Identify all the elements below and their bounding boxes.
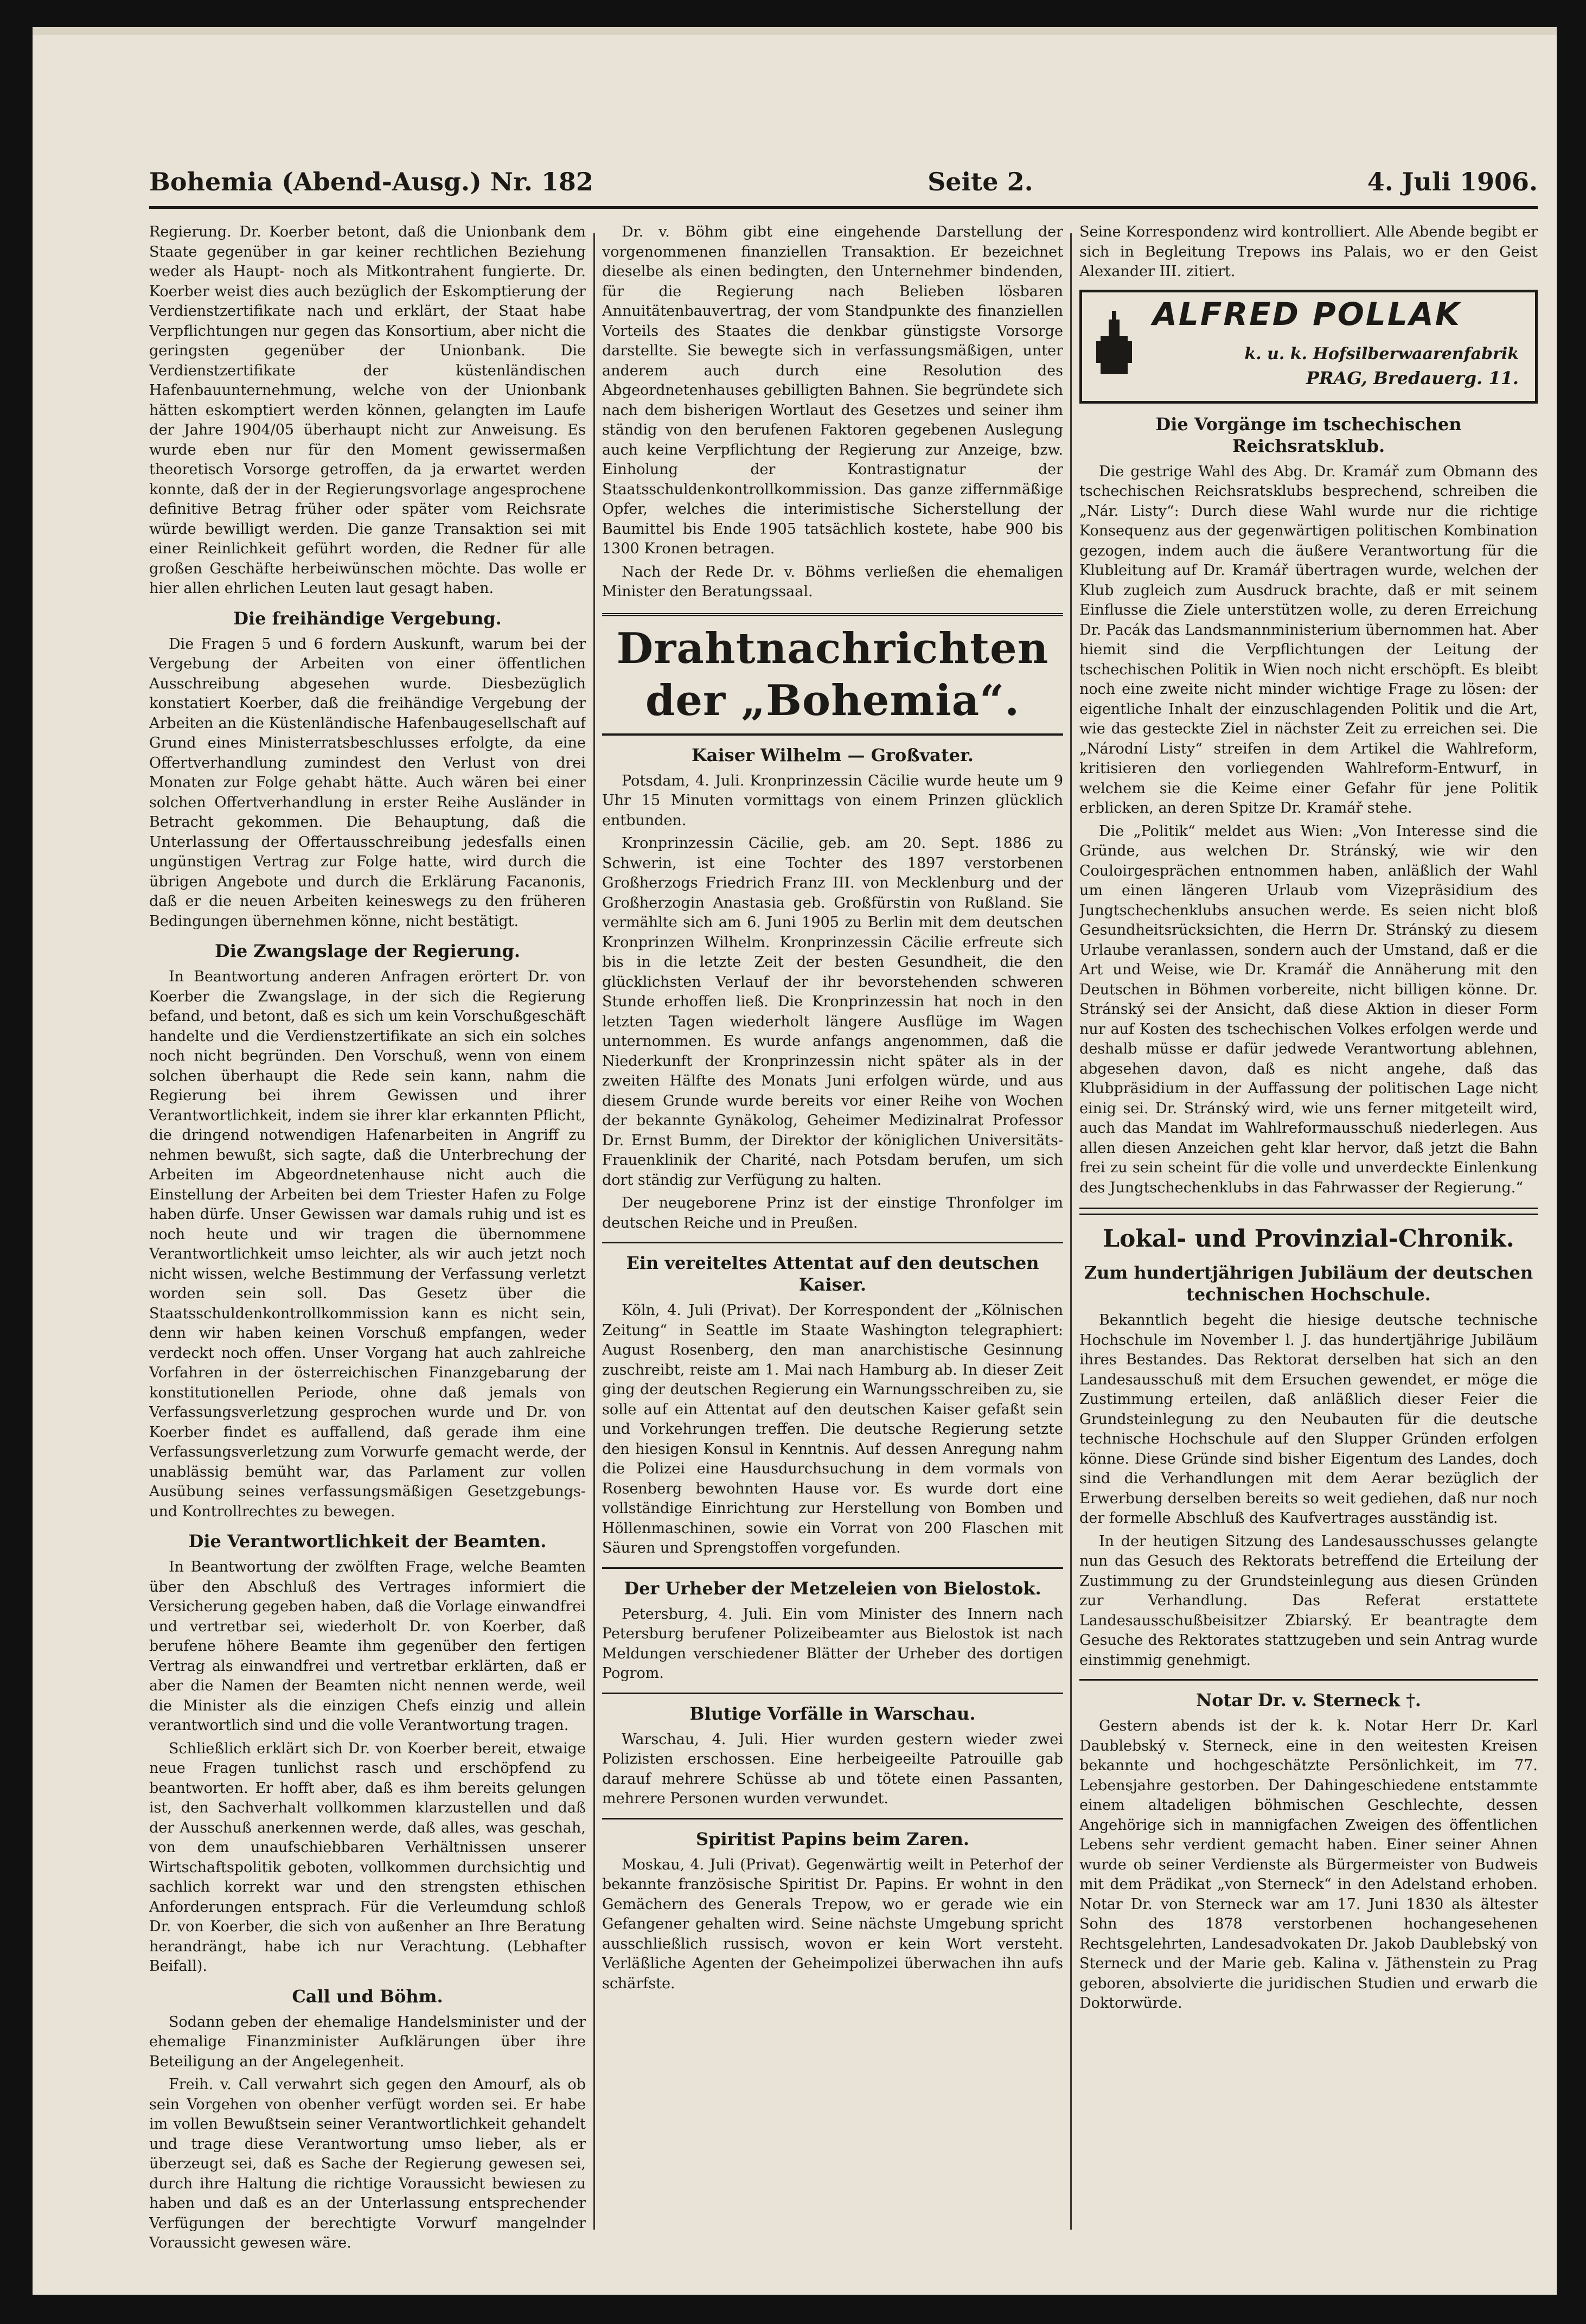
header-publication: Bohemia (Abend-Ausg.) Nr. 182 <box>149 167 593 196</box>
section-heading: Die Vorgänge im tschechischen Reichsratsklub. <box>1155 413 1462 456</box>
telegram-banner: Drahtnachrichten der „Bohemia“. <box>602 613 1063 736</box>
section-rule <box>602 1693 1063 1694</box>
article-paragraph: Schließlich erklärt sich Dr. von Koerber bereit, etwaige neue Fragen tunlichst rasch und erschöpfend zu beantworten. Er hofft aber, daß es ihm bereits gelungen ist, den Sachverhalt vollkommen klarzustellen und daß der Ausschuß anerkennen werde, daß alles, was geschah, von dem unaufschiebbaren Verhältnissen unserer Wirtschaftspolitik geboten, vollkommen durchsichtig und sachlich korrekt war und den strengsten ethischen Anforderungen entsprach. Für die Verleumdung schloß Dr. von Koerber, die sich von außenher an Ihre Beratung herandrängt, habe ich nur Verachtung. (Lebhafter Beifall). <box>149 1740 586 1975</box>
header-page-number: Seite 2. <box>928 167 1033 196</box>
article-paragraph: In Beantwortung der zwölften Frage, welche Beamten über den Abschluß des Vertrages informiert die Versicherung gegeben haben, daß die Vorlage einwandfrei und vertretbar sei, wiederholt Dr. von Koerber, daß berufene höhere Beamte ihm gegenüber den fertigen Vertrag als einwandfrei und vertretbar erklärten, daß er aber die Namen der Beamten nicht nennen werde, weil die Minister als die einzigen Chefs einzig und allein verantwortlich sind und die volle Verantwortung tragen. <box>149 1559 586 1734</box>
header-date: 4. Juli 1906. <box>1367 167 1538 196</box>
section-heading: Zum hundertjährigen Jubiläum der deutschen technischen Hochschule. <box>1084 1262 1533 1305</box>
article-paragraph: Seine Korrespondenz wird kontrolliert. Alle Abende begibt er sich in Begleitung Trepows ins Palais, wo er den Geist Alexander III. zitiert. <box>1079 224 1538 280</box>
article-paragraph: Köln, 4. Juli (Privat). Der Korrespondent der „Kölnischen Zeitung“ in Seattle im Staate Washington telegraphiert: August Rosenberg, den man anarchistische Gesinnung zuschreibt, reiste am 1. Mai nach Hamburg ab. In dieser Zeit ging der deutschen Regierung ein Warnungsschreiben zu, sie solle auf ein Attentat auf den deutschen Kaiser gefaßt sein und Vorkehrungen treffen. Die deutsche Regierung setzte den hiesigen Konsul in Kenntnis. Auf dessen Anregung nahm die Polizei eine Hausdurchsuchung in dem vormals von Rosenberg bewohnten Hause vor. Es wurde dort eine vollständige Einrichtung zur Herstellung von Bomben und Höllenmaschinen, sowie ein Vorrat von 200 Flaschen mit Säuren und Sprengstoffen vorgefunden. <box>602 1302 1063 1556</box>
section-rule <box>1079 1679 1538 1681</box>
section-rule <box>602 1242 1063 1243</box>
header-rule <box>149 206 1538 209</box>
silverware-logo-icon <box>1095 309 1133 379</box>
column-3 <box>1079 222 1538 2262</box>
article-paragraph: Freih. v. Call verwahrt sich gegen den Amourf, als ob sein Vorgehen von obenher verfügt worden sei. Er habe im vollen Bewußtsein seiner Verantwortlichkeit gehandelt und trage diese Verantwortung umso lieber, als er überzeugt sei, daß es Sache der Regierung gewesen sei, durch ihre Haltung die richtige Voraussicht bewiesen zu haben und daß es an der Unterlassung entsprechender Verfügungen der berechtigte Vorwurf mangelnder Voraussicht gewesen wäre. <box>149 2076 586 2251</box>
section-rule <box>602 1567 1063 1569</box>
section-heading: Blutige Vorfälle in Warschau. <box>689 1703 976 1724</box>
advertiser-name: ALFRED POLLAK <box>1153 295 1461 333</box>
chronicle-heading: Lokal- und Provinzial-Chronik. <box>1103 1225 1514 1253</box>
advertiser-address: PRAG, Bredauerg. 11. <box>1306 367 1519 388</box>
advertisement-box <box>1079 290 1538 404</box>
article-paragraph: Die gestrige Wahl des Abg. Dr. Kramář zum Obmann des tschechischen Reichsratsklubs besprechend, schreiben die „Nár. Listy“: Durch diese Wahl wurde nur die richtige Konsequenz aus der gegenwärtigen politischen Kombination gezogen, indem auch die äußere Verantwortung für die Klubleitung auf Dr. Kramář übertragen wurde, welchen der Klub zugleich zum Ausdruck brachte, daß er mit seinem Einflusse die Ziele unterstützen wolle, zu deren Erreichung Dr. Pacák das Landsmannministerium übernommen hat. Aber hiemit sind die Verpflichtungen der Leitung der tschechischen Politik in Wien noch nicht erschöpft. Es bleibt noch eine zweite nicht minder wichtige Frage zu lösen: der eigentliche Inhalt der einzuschlagenden Politik und die Art, wie das gesteckte Ziel in nächster Zeit zu erreichen sei. Die „Národní Listy“ streifen in dem Artikel die Wahlreform, kritisieren den vorliegenden Wahlreform-Entwurf, in welchem sie die Keime einer Gefahr für jene Politik erblicken, an deren Spitze Dr. Kramář stehe. <box>1079 463 1538 816</box>
section-heading: Kaiser Wilhelm — Großvater. <box>691 744 974 765</box>
column-1 <box>149 222 586 2262</box>
section-heading: Notar Dr. v. Sterneck †. <box>1195 1690 1422 1710</box>
section-heading: Der Urheber der Metzeleien von Bielostok. <box>624 1578 1041 1599</box>
article-paragraph: Warschau, 4. Juli. Hier wurden gestern wieder zwei Polizisten erschossen. Eine herbeigeeilte Patrouille gab darauf mehrere Schüsse ab und tötete einen Passanten, mehrere Personen wurden verwundet. <box>602 1731 1063 1807</box>
section-heading: Ein vereiteltes Attentat auf den deutschen Kaiser. <box>626 1253 1039 1295</box>
column-divider <box>593 233 595 2230</box>
article-paragraph: Gestern abends ist der k. k. Notar Herr Dr. Karl Daublebský v. Sterneck, eine in den weitesten Kreisen bekannte und hochgeschätzte Persönlichkeit, im 77. Lebensjahre gestorben. Der Dahingeschiedene entstammte einem altadeligen böhmischen Geschlechte, dessen Angehörige sich in mannigfachen Zweigen des öffentlichen Lebens sehr verdient gemacht haben. Einer seiner Ahnen wurde ob seiner Verdienste als Bürgermeister von Budweis mit dem Prädikat „von Sterneck“ in den Adelstand erhoben. Notar Dr. von Sterneck war am 17. Juni 1830 als ältester Sohn des 1878 verstorbenen hochangesehenen Rechtsgelehrten, Landesadvokaten Dr. Jakob Daublebský von Sterneck und der Marie geb. Kalina v. Jäthenstein zu Prag geboren, absolvierte die juridischen Studien und erwarb die Doktorwürde. <box>1079 1718 1538 2012</box>
article-paragraph: Sodann geben der ehemalige Handelsminister und der ehemalige Finanzminister Aufklärungen über ihre Beteiligung an der Angelegenheit. <box>149 2013 586 2070</box>
column-divider <box>1070 233 1072 2230</box>
section-heading: Spiritist Papins beim Zaren. <box>695 1828 970 1849</box>
article-paragraph: Petersburg, 4. Juli. Ein vom Minister des Innern nach Petersburg berufener Polizeibeamter aus Bielostok ist nach Meldungen verschiedener Blätter der Urheber des dortigen Pogrom. <box>602 1605 1063 1682</box>
page-header <box>149 163 1538 201</box>
article-paragraph: Regierung. Dr. Koerber betont, daß die Unionbank dem Staate gegenüber in gar keiner rechtlichen Beziehung weder als Haupt- noch als Mitkontrahent fungierte. Dr. Koerber weist dies auch bezüglich der Eskomptierung der Verdienstzertifikate nach und erklärt, der Staat habe Verpflichtungen nur gegen das Konsortium, aber nicht die geringsten gegenüber der Unionbank. Die Verdienstzertifikate der küstenländischen Hafenbauunternehmung, welche von der Unionbank hätten eskomptiert werden können, gelangten im Laufe der Jahre 1904/05 überhaupt nicht zur Anweisung. Es wurde eben nur für den Moment gewissermaßen theoretisch Vorsorge getroffen, da ja erwartet werden konnte, daß der in der Regierungsvorlage angesprochene definitive Betrag früher oder später vom Reichsrate würde bewilligt werden. Die ganze Transaktion sei mit einer Reinlichkeit geführt worden, die Redner für alle großen Geschäfte herbeiwünschen möchte. Das wolle er hier allen ehrlichen Leuten laut gesagt haben. <box>149 224 586 597</box>
section-double-rule <box>1079 1208 1538 1215</box>
article-paragraph: Der neugeborene Prinz ist der einstige Thronfolger im deutschen Reiche und in Preußen. <box>602 1195 1063 1231</box>
section-heading: Die Verantwortlichkeit der Beamten. <box>188 1531 547 1552</box>
advertiser-trade: k. u. k. Hofsilberwaarenfabrik <box>1244 344 1519 363</box>
section-heading: Die freihändige Vergebung. <box>233 608 502 629</box>
section-rule <box>602 1818 1063 1819</box>
article-paragraph: Kronprinzessin Cäcilie, geb. am 20. Sept. 1886 zu Schwerin, ist eine Tochter des 1897 verstorbenen Großherzogs Friedrich Franz III. von Mecklenburg und der Großherzogin Anastasia geb. Großfürstin von Rußland. Sie vermählte sich am 6. Juni 1905 zu Berlin mit dem deutschen Kronprinzen Wilhelm. Kronprinzessin Cäcilie erfreute sich bis in die letzte Zeit der besten Gesundheit, die den glücklichsten Verlauf der ihr bevorstehenden schweren Stunde erhoffen ließ. Die Kronprinzessin hat noch in den letzten Tagen wiederholt längere Ausflüge im Wagen unternommen. Es wurde anfangs angenommen, daß die Niederkunft der Kronprinzessin nicht später als in der zweiten Hälfte des Monats Juni erfolgen würde, und aus diesem Grunde wurde bereits vor einer Reihe von Wochen der bekannte Gynäkolog, Geheimer Medizinalrat Professor Dr. Ernst Bumm, der Direktor der königlichen Universitäts-Frauenklinik der Charité, nach Potsdam berufen, um sich dort ständig zur Verfügung zu halten. <box>602 835 1063 1189</box>
section-heading: Die Zwangslage der Regierung. <box>215 941 520 961</box>
column-2 <box>602 222 1063 2262</box>
article-paragraph: Potsdam, 4. Juli. Kronprinzessin Cäcilie wurde heute um 9 Uhr 15 Minuten vormittags von einem Prinzen glücklich entbunden. <box>602 772 1063 829</box>
article-paragraph: Moskau, 4. Juli (Privat). Gegenwärtig weilt in Peterhof der bekannte französische Spiritist Dr. Papins. Er wohnt in den Gemächern des Generals Trepow, wo er gerade wie ein Gefangener gehalten wird. Seine nächste Umgebung spricht ausschließlich russisch, wovon er kein Wort versteht. Verläßliche Agenten der Geheimpolizei überwachen ihn aufs schärfste. <box>602 1856 1063 1992</box>
article-paragraph: Die Fragen 5 und 6 fordern Auskunft, warum bei der Vergebung der Arbeiten von einer öffentlichen Ausschreibung abgesehen wurde. Diesbezüglich konstatiert Koerber, daß die freihändige Vergebung der Arbeiten an die Küstenländische Hafenbaugesellschaft auf Grund eines Ministerratsbeschlusses erfolgte, da eine Offertverhandlung zumindest den Verlust von drei Monaten zur Folge gehabt hätte. Auch wären bei einer solchen Offertverhandlung in erster Reihe Ausländer in Betracht gekommen. Die Behauptung, daß die Unterlassung der Offertausschreibung jedesfalls einen ungünstigen Vertrag zur Folge hatte, wird durch die übrigen Angebote und durch die Erklärung Facanonis, daß er die neuen Arbeiten keineswegs zu den früheren Bedingungen übernehmen könne, nicht bestätigt. <box>149 635 586 930</box>
article-paragraph: In der heutigen Sitzung des Landesausschusses gelangte nun das Gesuch des Rektorats betreffend die Erteilung der Zustimmung zu der Grundsteinlegung aus diesen Gründen zur Verhandlung. Das Referat erstattete Landesausschußbeisitzer Zbiarský. Er beantragte dem Gesuche des Rektorates stattzugeben und sein Antrag wurde einstimmig genehmigt. <box>1079 1533 1538 1669</box>
article-paragraph: Nach der Rede Dr. v. Böhms verließen die ehemaligen Minister den Beratungssaal. <box>602 563 1063 600</box>
section-heading: Call und Böhm. <box>292 1985 443 2007</box>
article-paragraph: Bekanntlich begeht die hiesige deutsche technische Hochschule im November l. J. das hundertjährige Jubiläum ihres Bestandes. Das Rektorat derselben hat sich an den Landesausschuß mit dem Ersuchen gewendet, er möge die Zustimmung erteilen, daß anläßlich dieser Feier die Grundsteinlegung zu den Neubauten für die deutsche technische Hochschule auf den Slupper Gründen erfolgen könne. Diese Gründe sind bisher Eigentum des Landes, doch sind die Verhandlungen mit dem Aerar bezüglich der Erwerbung derselben bereits so weit gediehen, daß nur noch der formelle Abschluß des Kaufvertrages ausständig ist. <box>1079 1312 1538 1527</box>
article-paragraph: Dr. v. Böhm gibt eine eingehende Darstellung der vorgenommenen finanziellen Transaktion. Er bezeichnet dieselbe als einen bedingten, den Unternehmer bindenden, für die Regierung nach Belieben lösbaren Annuitätenbauvertrag, der vom Standpunkte des finanziellen Vorteils des Staates die denkbar günstigste Vorsorge darstellte. Sie bewegte sich in verfassungsmäßigen, unter anderem auch durch eine Resolution des Abgeordnetenhauses gebilligten Bahnen. Sie begründete sich nach dem bisherigen Wortlaut des Gesetzes und seiner ihm ständig von den berufenen Faktoren gegebenen Auslegung auch keine Verpflichtung der Regierung zur Anzeige, bzw. Einholung der Kontrastignatur der Staatsschuldenkontrollkommission. Das ganze ziffernmäßige Opfer, welches die interimistische Sicherstellung der Baumittel bis Ende 1905 tatsächlich kostete, habe 900 bis 1300 Kronen betragen. <box>602 224 1063 557</box>
page-top-edge <box>33 27 1557 35</box>
newspaper-page <box>33 27 1557 2295</box>
article-paragraph: Die „Politik“ meldet aus Wien: „Von Interesse sind die Gründe, aus welchen Dr. Stránský, wie wir den Couloirgesprächen entnommen haben, anläßlich der Wahl um einen längeren Urlaub vom Vizepräsidium des Jungtschechenklubs ansuchen werde. Es seien nicht bloß Gesundheitsrücksichten, die Herrn Dr. Stránský zu diesem Urlaube veranlassen, sondern auch der Umstand, daß er die Art und Weise, wie Dr. Kramář die Annäherung mit den Deutschen in Böhmen vorbereite, nicht billigen könne. Dr. Stránský sei der Ansicht, daß diese Aktion in dieser Form nur auf Kosten des tschechischen Volkes erfolgen werde und deshalb müsse er dafür jedwede Verantwortung ablehnen, abgesehen davon, daß es nicht angehe, daß das Klubpräsidium in der Auffassung der politischen Lage nicht einig sei. Dr. Stránský wird, wie uns ferner mitgeteilt wird, auch das Mandat im Wahlreformausschuß niederlegen. Aus allen diesen Anzeichen geht klar hervor, daß jetzt die Bahn frei zu sein scheint für die volle und unverdeckte Einlenkung des Jungtschechenklubs in das Fahrwasser der Regierung.“ <box>1079 822 1538 1196</box>
article-paragraph: In Beantwortung anderen Anfragen erörtert Dr. von Koerber die Zwangslage, in der sich die Regierung befand, und betont, daß es sich um kein Vorschußgeschäft handelte und die Verdienstzertifikate an sich ein solches noch nicht begründen. Den Vorschuß, wenn von einem solchen überhaupt die Rede sein kann, nahm die Regierung bei ihrem Gewissen und ihrer Verantwortlichkeit, indem sie ihrer klar erkannten Pflicht, die dringend notwendigen Hafenarbeiten in Angriff zu nehmen bewußt, sich sagte, daß die Unterbrechung der Arbeiten im Abgeordnetenhause nicht auch die Einstellung der Arbeiten bei dem Triester Hafen zu Folge haben dürfe. Unser Gewissen war damals ruhig und ist es noch heute und wir tragen die übernommene Verantwortlichkeit umso leichter, als wir auch jetzt noch nicht wissen, welche Bestimmung der Verfassung verletzt worden sein soll. Das Gesetz über die Staatsschuldenkontrollkommission kann es nicht sein, denn wir haben keinen Vorschuß empfangen, weder verdeckt noch offen. Unser Vorgang hat auch zahlreiche Vorfahren in der österreichischen Finanzgebarung der konstitutionellen Periode, ohne daß jemals von Verfassungsverletzung gesprochen wurde und Dr. von Koerber findet es auffallend, daß gerade ihm eine Verfassungsverletzung zum Vorwurfe gemacht werde, der unablässig bemüht war, das Parlament zur vollen Ausübung seines verfassungsmäßigen Gesetzgebungs- und Kontrollrechtes zu bewegen. <box>149 968 586 1520</box>
